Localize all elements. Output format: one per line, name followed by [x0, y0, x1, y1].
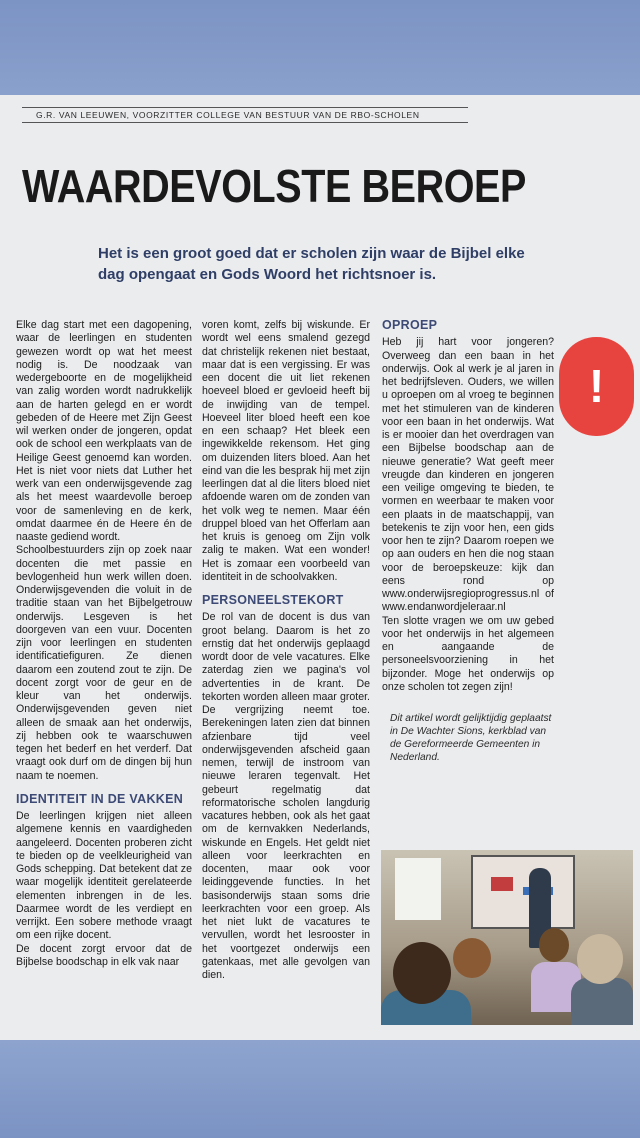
newspaper-page: [0, 95, 640, 1040]
paragraph: Schoolbestuurders zijn op zoek naar docenten die met passie en bevlogenheid hun werk willen doen. Onderwijsgevenden die voluit in de traditie staan van het Bijbelgetrouw onderwijs. Lesgeven is het doorgeven van een vuur. Docenten zijn voor leerlingen en studenten identificatiefiguren. Ze dienen daarom een zoutend zout te zijn. De docent zorgt voor de geur en de kleur van het onderwijs. Onderwijsgevenden geven niet alleen de smaak aan het onderwijs, zij hebben ook te waarschuwen tegen het bederf en het verderf. Dat vraagt ook durf om de dingen bij hun naam te noemen.: [16, 544, 192, 782]
paragraph: De rol van de docent is dus van groot belang. Daarom is het zo ernstig dat het onderwijs geplaagd wordt door de vele vacatures. Elke zaterdag zien we pagina's vol advertenties in de krant. De tekorten worden alleen maar groter. De vergrijzing neemt toe. Berekeningen laten zien dat binnen afzienbare tijd veel onderwijsgevenden afscheid gaan nemen, terwijl de instroom van nieuwe leraren tegenvalt. Het gebeurt regelmatig dat reformatorische scholen langdurig vacatures hebben, ook als het gaat om de kernvakken Nederlands, wiskunde en Engels. Het geldt niet alleen voor leerkrachten en docenten, maar ook voor leidinggevende functies. In het basisonderwijs staan soms drie leerkrachten voor een groep. Als het niet lukt de vacatures te vervullen, wordt het lesrooster in het voortgezet onderwijs een gatenkaas, met alle gevolgen van dien.: [202, 611, 370, 981]
article-credit: Dit artikel wordt gelijktijdig geplaatst in De Wachter Sions, kerkblad van de Gereformeerde Gemeenten in Nederland.: [390, 713, 552, 763]
byline: G.R. VAN LEEUWEN, VOORZITTER COLLEGE VAN BESTUUR VAN DE RBO-SCHOLEN: [22, 107, 468, 123]
column-3: [382, 319, 554, 764]
column-1: [16, 319, 192, 969]
section-heading: IDENTITEIT IN DE VAKKEN: [16, 791, 184, 806]
background-top: [0, 0, 640, 95]
screen-graphic: [491, 877, 513, 891]
student-head: [539, 928, 569, 962]
student-head: [453, 938, 491, 978]
section-heading: PERSONEELSTEKORT: [202, 593, 344, 607]
student-head: [577, 934, 623, 984]
whiteboard: [395, 858, 441, 920]
paragraph: voren komt, zelfs bij wiskunde. Er wordt wel eens smalend gezegd dat christelijk rekenen niet bestaat, maar dat is een vergissing. Er was een docent die uit liet rekenen hoeveel bloed er gevloeid heeft bij de inwijding van de tempel. Hoeveel liter bloed heeft een koe en een schaap? Het bleek een ingewikkelde rekensom. Het ging om duizenden liters bloed. Aan het eind van die les besprak hij met zijn leerlingen dat al die liters bloed niet afdoende waren om de zonden van het volk weg te nemen. Maar één druppel bloed van het Offerlam aan het kruis is genoeg om Zijn volk zalig te maken. Wat een wonder! Het is zomaar een voorbeeld van identiteit in de schoolvakken.: [202, 319, 370, 583]
exclamation-icon[interactable]: !: [559, 337, 634, 436]
paragraph: Ten slotte vragen we om uw gebed voor het onderwijs in het algemeen en aangaande de personeelsvoorziening in het bijzonder. Moge het onderwijs op onze scholen tot zegen zijn!: [382, 614, 554, 693]
headline: WAARDEVOLSTE BEROEP: [22, 160, 526, 212]
student-figure: [571, 978, 633, 1025]
column-2: [202, 319, 370, 982]
paragraph: De leerlingen krijgen niet alleen algemene kennis en vaardigheden aangeleerd. Docenten proberen zicht te bieden op de veelkleurigheid van Gods schepping. Dat betekent dat ze waar mogelijk identiteit gerelateerde elementen inbrengen in de les. Daarmee wordt de les verdiept en verrijkt. Een sobere methode vraagt om een rijke docent.: [16, 810, 192, 942]
classroom-photo: [381, 850, 633, 1025]
paragraph: Elke dag start met een dagopening, waar de leerlingen en studenten gewezen wordt op wat het meest nodig is. De noodzaak van wedergeboorte en de mogelijkheid van zalig worden wordt nadrukkelijk aan de harten gelegd en er wordt gebeden of de Heere met Zijn Geest wil werken onder de jongeren, opdat ook de school een werkplaats van de Heilige Geest genoemd kan worden. Het is niet voor niets dat Luther het werk van een onderwijsgevende zag als het meest waardevolle beroep voor de samenleving en de kerk, omdat daarmee én de Heere én de naaste gediend wordt.: [16, 319, 192, 543]
projection-screen: [471, 855, 575, 929]
student-head: [393, 942, 451, 1004]
intro-text: Het is een groot goed dat er scholen zijn waar de Bijbel elke dag opengaat en Gods Woord het richtsnoer is.: [98, 245, 525, 283]
paragraph: De docent zorgt ervoor dat de Bijbelse boodschap in elk vak naar: [16, 942, 192, 968]
section-heading: OPROEP: [382, 318, 438, 332]
paragraph: Heb jij hart voor jongeren? Overweeg dan een baan in het onderwijs. Ook al werk je al jaren in het bedrijfsleven. Ouders, we willen u oproepen om al vroeg te beginnen met het stimuleren van de kinderen voor een baan in het onderwijs. Wat is er mooier dan het overdragen van een Bijbelse boodschap aan de nieuwe generatie? Wat geeft meer vreugde dan kinderen en jongeren een veilige omgeving te bieden, te vormen en weerbaar te maken voor een plaats in de maatschappij, van betekenis te zijn voor hen, een gids voor hen te zijn? Daarom roepen we op aan ouders en hen die nog staan voor de beroepskeuze: kijk dan eens rond op www.onderwijsregioprogressus.nl of www.endanwordjeleraar.nl: [382, 336, 554, 614]
background-bottom: [0, 1040, 640, 1138]
